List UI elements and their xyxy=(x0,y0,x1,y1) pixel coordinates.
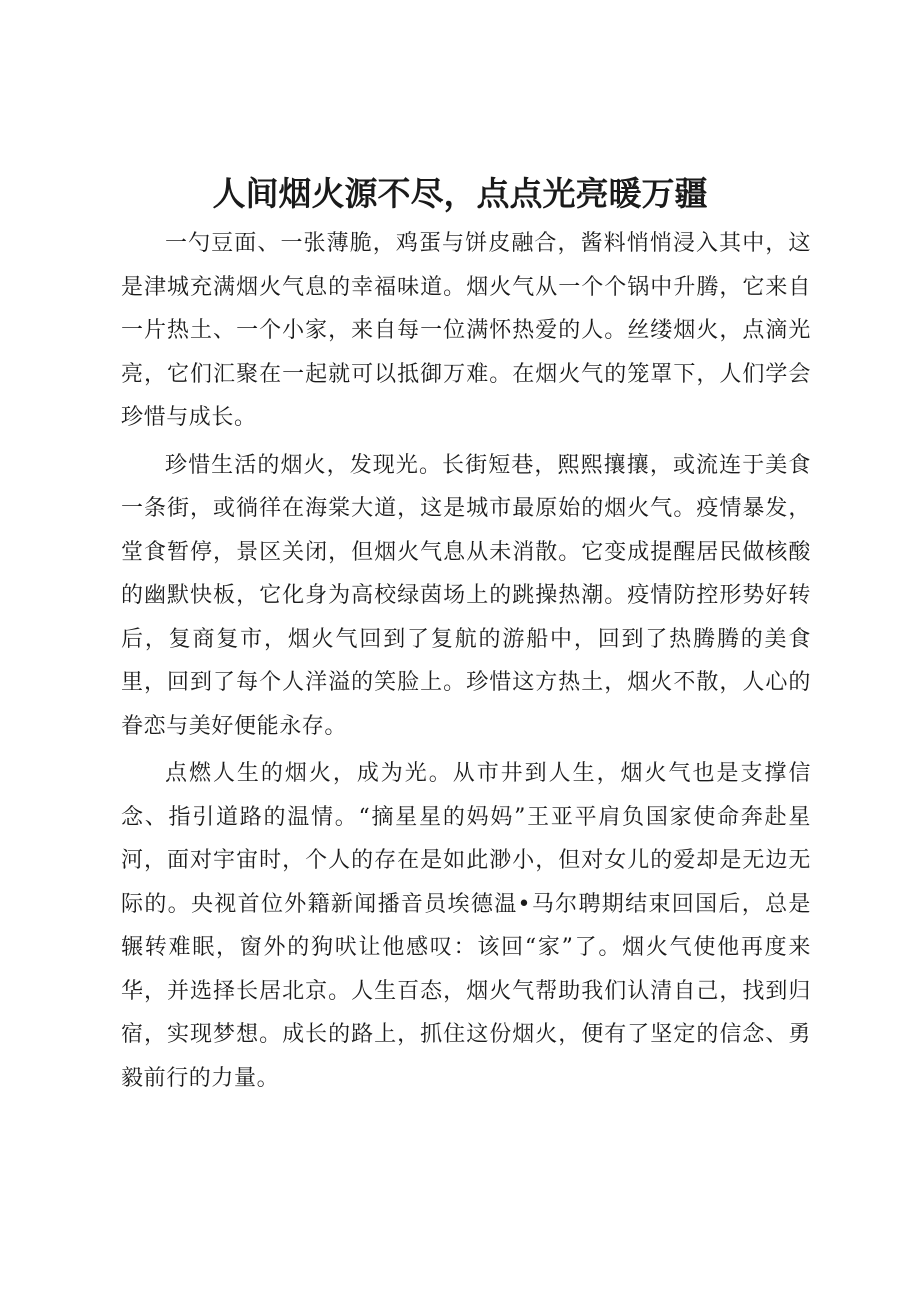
paragraph-3: 点燃人生的烟火，成为光。从市井到人生，烟火气也是支撑信念、指引道路的温情。“摘星星的妈妈”王亚平肩负国家使命奔赴星河，面对宇宙时，个人的存在是如此渺小，但对女儿的爱却是无边无际的。央视首位外籍新闻播音员埃德温•马尔聘期结束回国后，总是辗转难眠，窗外的狗吠让他感叹：该回“家”了。烟火气使他再度来华，并选择长居北京。人生百态，烟火气帮助我们认清自己，找到归宿，实现梦想。成长的路上，抓住这份烟火，便有了坚定的信念、勇毅前行的力量。 xyxy=(121,761,811,1091)
paragraph-1: 一勺豆面、一张薄脆，鸡蛋与饼皮融合，酱料悄悄浸入其中，这是津城充满烟火气息的幸福味道。烟火气从一个个锅中升腾，它来自一片热土、一个小家，来自每一位满怀热爱的人。丝缕烟火，点滴光亮，它们汇聚在一起就可以抵御万难。在烟火气的笼罩下，人们学会珍惜与成长。 xyxy=(121,231,811,430)
document-title: 人间烟火源不尽，点点光亮暖万疆 xyxy=(212,174,708,213)
paragraph-2: 珍惜生活的烟火，发现光。长街短巷，熙熙攘攘，或流连于美食一条街，或徜徉在海棠大道，这是城市最原始的烟火气。疫情暴发，堂食暂停，景区关闭，但烟火气息从未消散。它变成提醒居民做核酸的幽默快板，它化身为高校绿茵场上的跳操热潮。疫情防控形势好转后，复商复市，烟火气回到了复航的游船中，回到了热腾腾的美食里，回到了每个人洋溢的笑脸上。珍惜这方热土，烟火不散，人心的眷恋与美好便能永存。 xyxy=(121,452,811,739)
document-body xyxy=(121,222,811,1104)
